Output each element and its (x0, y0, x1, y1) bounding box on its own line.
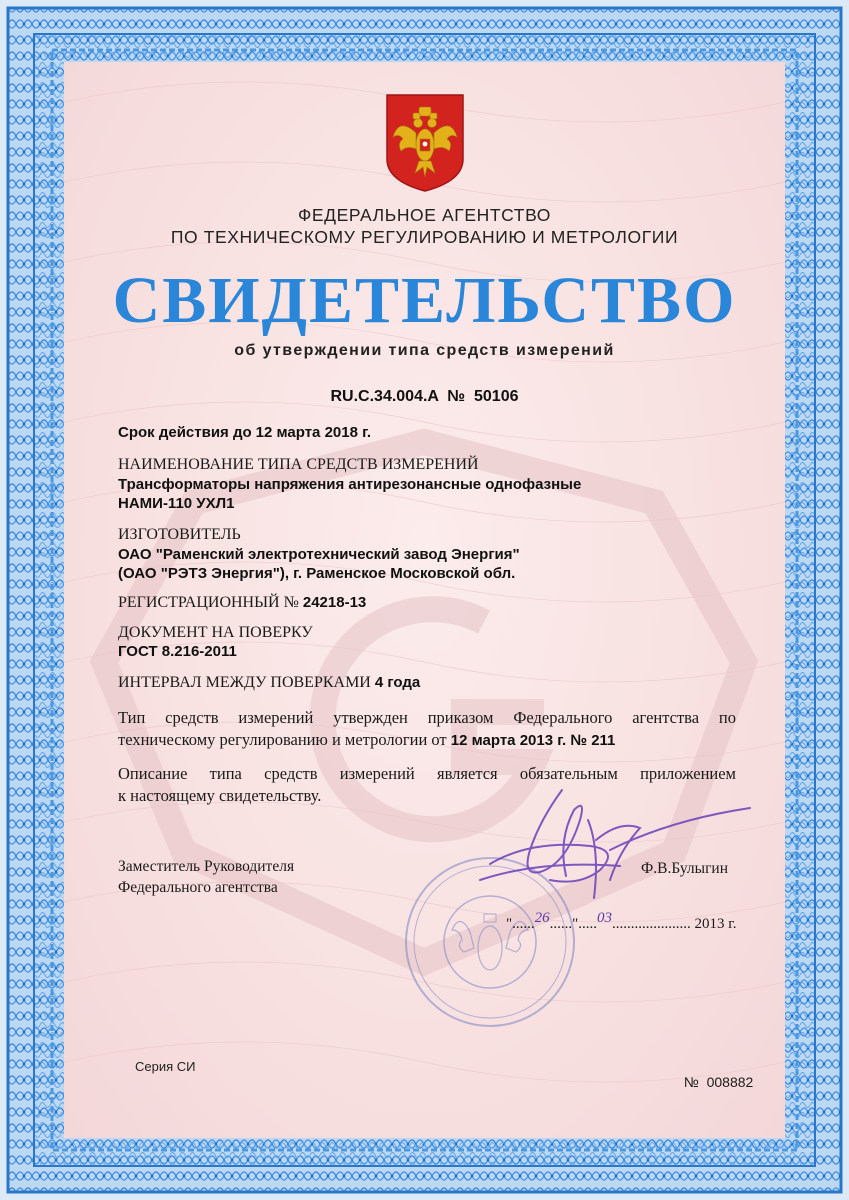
certificate-number: RU.C.34.004.A № 50106 (330, 388, 519, 405)
validity-row (118, 424, 371, 442)
document-subtitle: об утверждении типа средств измерений (234, 342, 615, 359)
agency-name-line1: ФЕДЕРАЛЬНОЕ АГЕНТСТВО (297, 205, 551, 225)
registration-row (118, 594, 366, 612)
serial-number (666, 1056, 753, 1110)
manufacturer-line2: (ОАО "РЭТЗ Энергия"), г. Раменское Московской обл. (118, 565, 516, 582)
validity-label: Срок действия до (118, 424, 252, 441)
approval-line2 (118, 729, 736, 752)
interval-value: 4 года (374, 674, 421, 691)
serial-number-text: № 008882 (683, 1074, 754, 1090)
manufacturer-label: ИЗГОТОВИТЕЛЬ (118, 526, 241, 543)
type-name-label: НАИМЕНОВАНИЕ ТИПА СРЕДСТВ ИЗМЕРЕНИЙ (118, 456, 479, 473)
signer-name: Ф.В.Булыгин (641, 860, 729, 877)
type-name-line1: Трансформаторы напряжения антирезонансные однофазные (118, 476, 582, 493)
signer-position-line1: Заместитель Руководителя (118, 858, 295, 875)
manufacturer-line1: ОАО "Раменский электротехнический завод Энергия" (118, 546, 520, 563)
interval-label: ИНТЕРВАЛ МЕЖДУ ПОВЕРКАМИ (118, 674, 371, 691)
verification-doc-value: ГОСТ 8.216-2011 (118, 643, 237, 660)
signature-date-day: 26 (534, 910, 550, 926)
agency-name-line2: ПО ТЕХНИЧЕСКОМУ РЕГУЛИРОВАНИЮ И МЕТРОЛОГИИ (170, 227, 679, 247)
russian-coat-of-arms-icon (385, 93, 465, 193)
approval-order: 12 марта 2013 г. № 211 (450, 732, 616, 749)
signature-date-year: 2013 г. (694, 916, 737, 932)
signer-position-line2: Федерального агентства (118, 879, 278, 896)
document-title: СВИДЕТЕЛЬСТВО (112, 264, 737, 337)
description-line1: Описание типа средств измерений является обязательным приложением (118, 764, 736, 783)
handwritten-signature (470, 780, 760, 910)
type-name-line2: НАМИ-110 УХЛ1 (118, 495, 235, 512)
approval-line1: Тип средств измерений утвержден приказом Федерального агентства по (118, 708, 736, 727)
signature-date: "......26......".....03..................... 2013 г. (506, 910, 737, 932)
verification-doc-label: ДОКУМЕНТ НА ПОВЕРКУ (118, 624, 313, 641)
approval-line2-text: техническому регулированию и метрологии от (118, 730, 447, 749)
validity-date: 12 марта 2018 г. (255, 424, 372, 441)
description-line2: к настоящему свидетельству. (118, 786, 322, 805)
series-label: Серия СИ (135, 1059, 196, 1074)
interval-row (118, 674, 420, 692)
registration-number: 24218-13 (302, 594, 367, 611)
registration-label: РЕГИСТРАЦИОННЫЙ № (118, 594, 299, 611)
signature-date-month: 03 (597, 910, 612, 926)
